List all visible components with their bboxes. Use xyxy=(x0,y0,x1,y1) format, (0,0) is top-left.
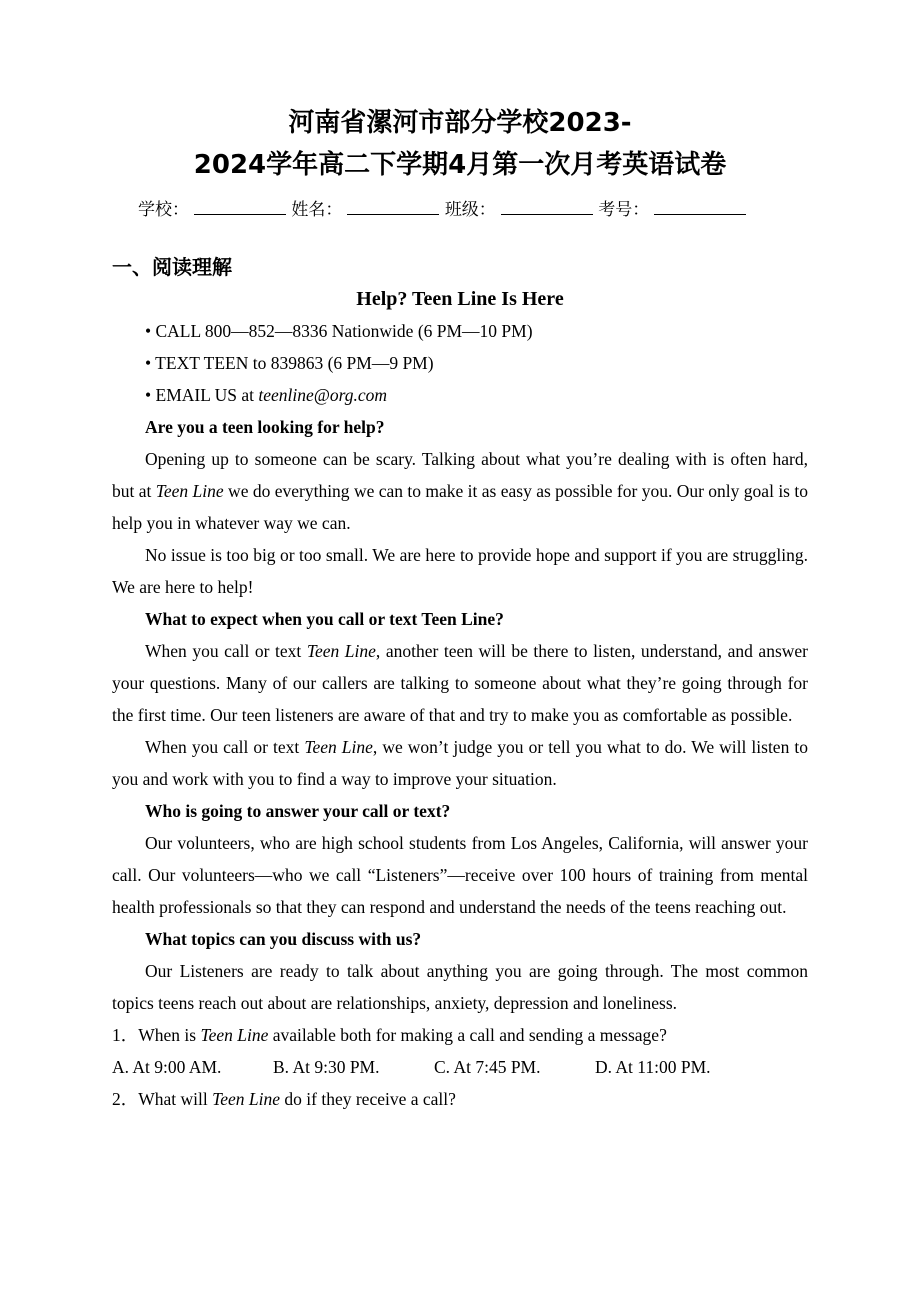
passage-body xyxy=(112,283,808,1115)
class-blank xyxy=(501,199,593,215)
passage-title: Help? Teen Line Is Here xyxy=(356,288,564,310)
subhead-what-to-expect: What to expect when you call or text Teen Line? xyxy=(145,609,504,629)
exam-title-line1: 河南省漯河市部分学校2023- xyxy=(288,108,632,138)
question-1-options xyxy=(112,1051,808,1083)
name-blank xyxy=(347,199,439,215)
bullet-text: • TEXT TEEN to 839863 (6 PM—9 PM) xyxy=(145,353,434,373)
exam-number-label: 考号： xyxy=(598,200,650,220)
student-info-row xyxy=(112,196,808,224)
exam-number-blank xyxy=(654,199,746,215)
question-2-stem: 2．What will Teen Line do if they receive a call? xyxy=(112,1089,456,1109)
exam-number-field xyxy=(598,196,746,224)
question-1-option-d: D. At 11:00 PM. xyxy=(595,1057,711,1077)
paragraph-no-issue: No issue is too big or too small. We are here to provide hope and support if you are struggling. We are here to help! xyxy=(112,545,808,597)
page-content xyxy=(0,102,920,1115)
subhead-who-answers: Who is going to answer your call or text? xyxy=(145,801,451,821)
question-1-stem: 1．When is Teen Line available both for making a call and sending a message? xyxy=(112,1025,667,1045)
question-1-option-b: B. At 9:30 PM. xyxy=(273,1057,380,1077)
subhead-topics: What topics can you discuss with us? xyxy=(145,929,422,949)
question-1-option-c: C. At 7:45 PM. xyxy=(434,1057,541,1077)
bullet-email: • EMAIL US at teenline@org.com xyxy=(145,385,388,405)
school-blank xyxy=(194,199,286,215)
question-1-option-a: A. At 9:00 AM. xyxy=(112,1057,222,1077)
paragraph-opening-up: Opening up to someone can be scary. Talking about what you’re dealing with is often hard, but at Teen Line we do everything we can to make it as easy as possible for you. Our only goal is to help you in whatever way we can. xyxy=(112,449,808,533)
paragraph-another-teen: When you call or text Teen Line, another teen will be there to listen, understand, and answer your questions. Many of our callers are talking to someone about what they’re going through for the first time. Our teen listeners are aware of that and try to make you as comfortable as possible. xyxy=(112,641,808,725)
subhead-looking-for-help: Are you a teen looking for help? xyxy=(145,417,385,437)
name-label: 姓名： xyxy=(291,200,343,220)
bullet-call: • CALL 800—852—8336 Nationwide (6 PM—10 PM) xyxy=(145,321,533,341)
exam-title-line2: 2024学年高二下学期4月第一次月考英语试卷 xyxy=(193,150,727,180)
school-field xyxy=(138,196,286,224)
paragraph-wont-judge: When you call or text Teen Line, we won’t judge you or tell you what to do. We will listen to you and work with you to find a way to improve your situation. xyxy=(112,737,808,789)
name-field xyxy=(291,196,439,224)
exam-title xyxy=(112,102,808,186)
class-field xyxy=(445,196,593,224)
school-label: 学校： xyxy=(138,200,189,220)
paragraph-volunteers: Our volunteers, who are high school students from Los Angeles, California, will answer your call. Our volunteers—who we call “Listeners”—receive over 100 hours of training from mental health professionals so that they can respond and understand the needs of the teens reaching out. xyxy=(112,833,808,917)
class-label: 班级： xyxy=(444,200,496,220)
paragraph-listeners-ready: Our Listeners are ready to talk about anything you are going through. The most common topics teens reach out about are relationships, anxiety, depression and loneliness. xyxy=(112,961,808,1013)
section-header-reading-comprehension: 一、阅读理解 xyxy=(112,255,232,279)
